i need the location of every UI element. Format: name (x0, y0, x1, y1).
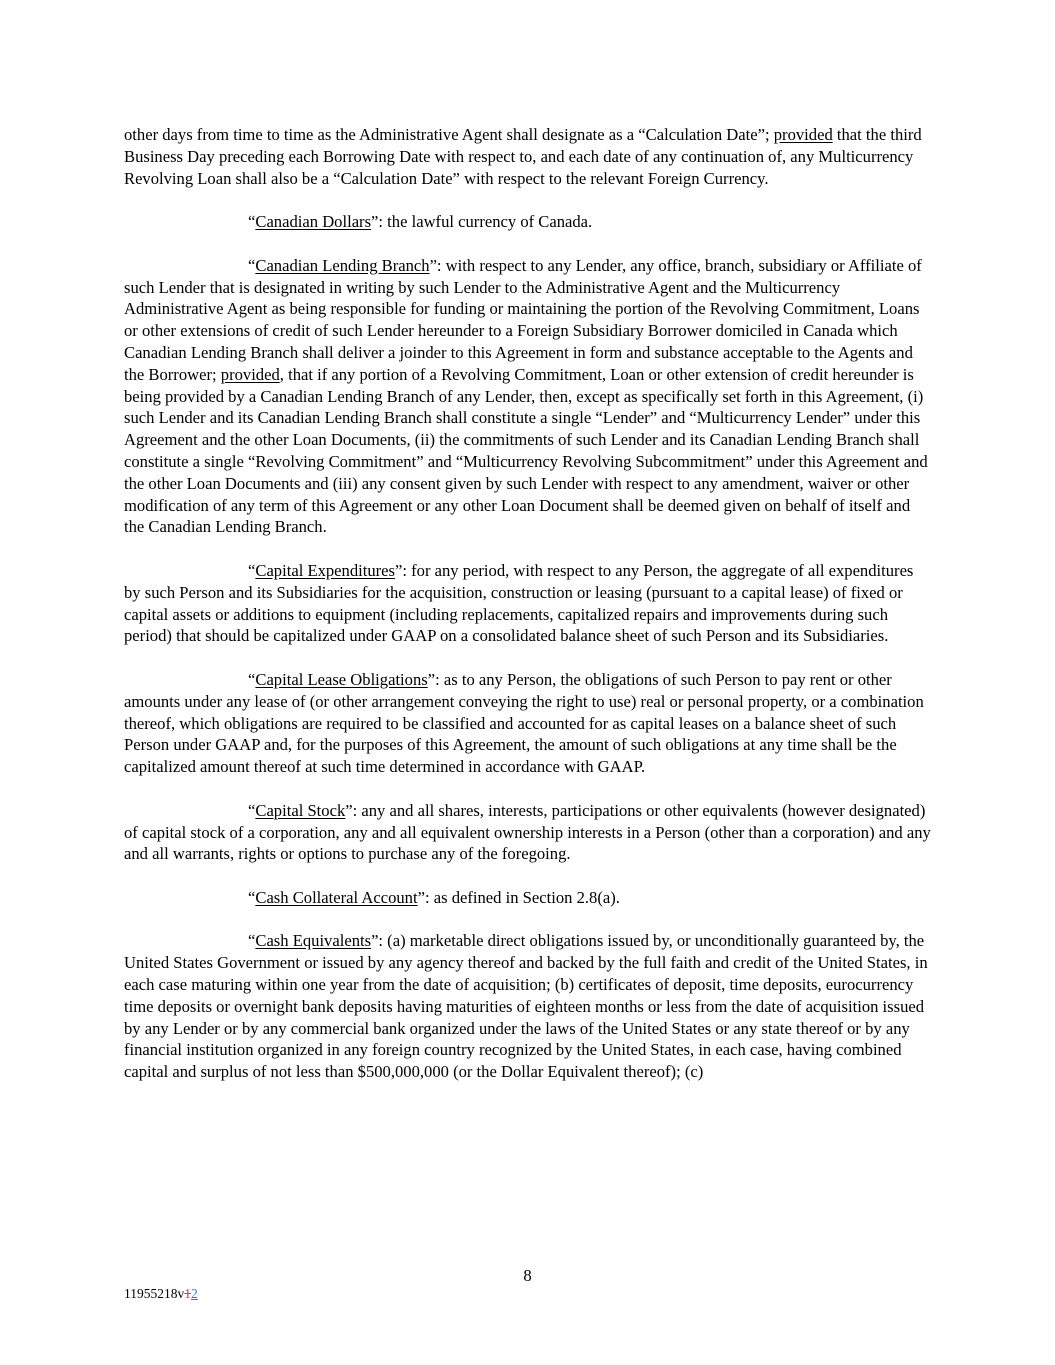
open-quote: “ (248, 887, 256, 907)
open-quote: “ (248, 255, 256, 275)
definition-cash-collateral-account (124, 887, 934, 909)
definition-text: , that if any portion of a Revolving Commitment, Loan or other extension of credit hereunder is being provided by a Canadian Lending Branch of any Lender, then, except as specifically set forth in this Agreement, (i) such Lender and its Canadian Lending Branch shall constitute a single “Lender” and “Multicurrency Lender” under this Agreement and the other Loan Documents, (ii) the commitments of such Lender and its Canadian Lending Branch shall constitute a single “Revolving Commitment” and “Multicurrency Revolving Subcommitment” under this Agreement and the other Loan Documents and (iii) any consent given by such Lender with respect to any amendment, waiver or other modification of any term of this Agreement or any other Loan Document shall be deemed given on behalf of itself and the Canadian Lending Branch. (124, 364, 928, 537)
defined-term: Capital Stock (255, 800, 346, 820)
definition-text: ”: with respect to any Lender, any office, branch, subsidiary or Affiliate of such Lender that is designated in writing by such Lender to the Administrative Agent and the Multicurrency Administrative Agent as being responsible for funding or maintaining the portion of the Revolving Commitment, Loans or other extensions of credit of such Lender hereunder to a Foreign Subsidiary Borrower domiciled in Canada which Canadian Lending Branch shall deliver a joinder to this Agreement in form and substance acceptable to the Agents and the Borrower; (124, 255, 922, 384)
underlined-term-provided: provided (773, 125, 833, 144)
open-quote: “ (248, 212, 256, 232)
definition-text: ”: any and all shares, interests, participations or other equivalents (however designated) of capital stock of a corporation, any and all equivalent ownership interests in a Person (other than a corporation) and any and all warrants, rights or options to purchase any of the foregoing. (124, 800, 931, 864)
defined-term: Cash Equivalents (255, 931, 372, 951)
definition-canadian-lending-branch (124, 255, 934, 538)
defined-term: Cash Collateral Account (255, 887, 418, 907)
defined-term: Capital Lease Obligations (255, 669, 428, 689)
definition-text: ”: the lawful currency of Canada. (371, 212, 593, 232)
defined-term: Capital Expenditures (255, 560, 396, 580)
paragraph-calculation-date-continuation (124, 124, 934, 189)
document-body (124, 124, 934, 1105)
document-id-prefix: 11955218v (124, 1286, 185, 1301)
defined-term: Canadian Lending Branch (255, 255, 430, 275)
document-id (124, 1286, 198, 1302)
paragraph-text: other days from time to time as the Administrative Agent shall designate as a “Calculation Date”; (124, 125, 774, 144)
paragraph-text: that the third Business Day preceding each Borrowing Date with respect to, and each date of any continuation of, any Multicurrency Revolving Loan shall also be a “Calculation Date” with respect to the relevant Foreign Currency. (124, 125, 922, 188)
definition-capital-lease-obligations (124, 669, 934, 778)
definition-capital-expenditures (124, 560, 934, 647)
open-quote: “ (248, 669, 256, 689)
underlined-term-provided: provided (220, 364, 280, 384)
definition-text: ”: for any period, with respect to any Person, the aggregate of all expenditures by such Person and its Subsidiaries for the acquisition, construction or leasing (pursuant to a capital lease) of fixed or capital assets or additions to equipment (including replacements, capitalized repairs and improvements during such period) that should be capitalized under GAAP on a consolidated balance sheet of such Person and its Subsidiaries. (124, 560, 914, 646)
definition-text: ”: (a) marketable direct obligations issued by, or unconditionally guaranteed by, the United States Government or issued by any agency thereof and backed by the full faith and credit of the United States, in each case maturing within one year from the date of acquisition; (b) certificates of deposit, time deposits, eurocurrency time deposits or overnight bank deposits having maturities of eighteen months or less from the date of acquisition issued by any Lender or by any commercial bank organized under the laws of the United States or any state thereof or by any financial institution organized in any foreign country recognized by the United States, in each case, having combined capital and surplus of not less than $500,000,000 (or the Dollar Equivalent thereof); (c) (124, 931, 928, 1082)
definition-text: ”: as to any Person, the obligations of such Person to pay rent or other amounts under any lease of (or other arrangement conveying the right to use) real or personal property, or a combination thereof, which obligations are required to be classified and accounted for as capital leases on a balance sheet of such Person under GAAP and, for the purposes of this Agreement, the amount of such obligations at any time shall be the capitalized amount thereof at such time determined in accordance with GAAP. (124, 669, 924, 777)
open-quote: “ (248, 560, 256, 580)
document-id-deleted-version: 1 (184, 1286, 191, 1301)
page-number: 8 (523, 1266, 532, 1285)
definition-capital-stock (124, 800, 934, 865)
document-id-inserted-version: 2 (191, 1286, 198, 1301)
open-quote: “ (248, 931, 256, 951)
defined-term: Canadian Dollars (255, 212, 372, 232)
definition-text: ”: as defined in Section 2.8(a). (417, 887, 620, 907)
open-quote: “ (248, 800, 256, 820)
definition-canadian-dollars (124, 211, 934, 233)
definition-cash-equivalents (124, 930, 934, 1083)
